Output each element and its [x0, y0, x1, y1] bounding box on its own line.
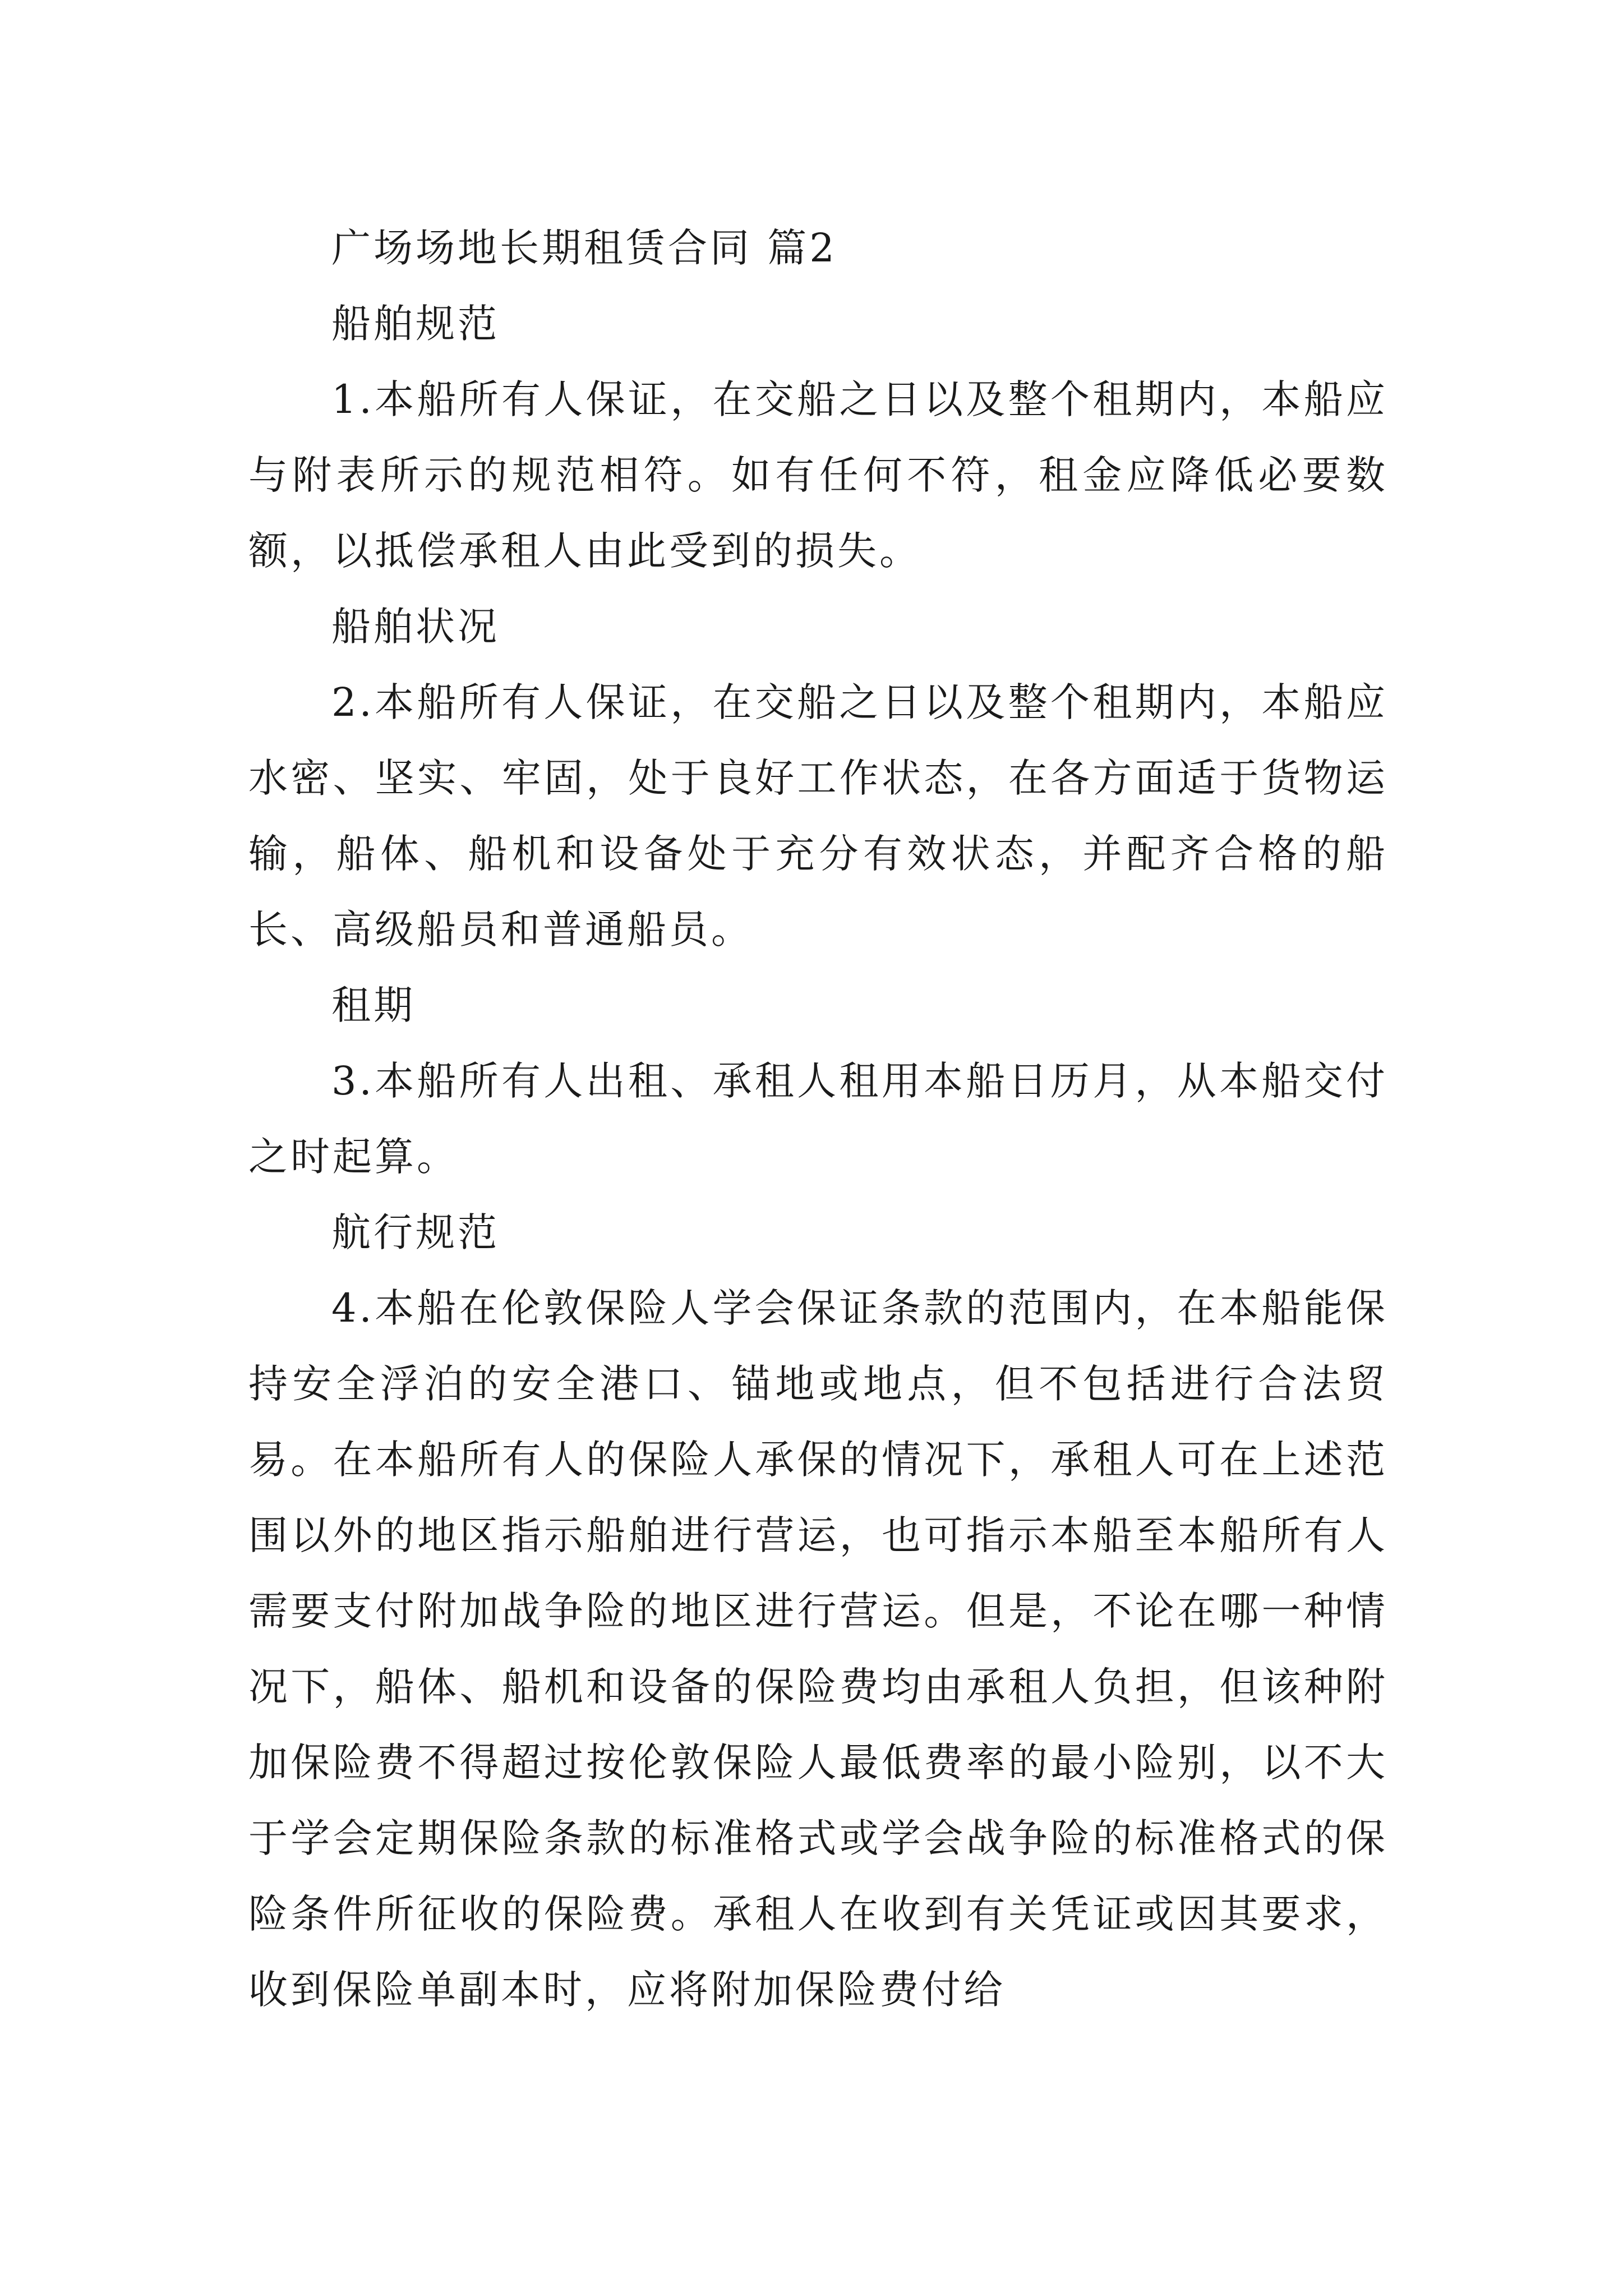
document-body [248, 210, 1388, 2028]
section-heading-navigation-specs: 航行规范 [331, 1209, 500, 1255]
section-heading-ship-specs: 船舶规范 [331, 301, 500, 347]
clause-3-paragraph: 3.本船所有人出租、承租人租用本船日历月，从本船交付之时起算。 [248, 1058, 1388, 1180]
clause-4-paragraph: 4.本船在伦敦保险人学会保证条款的范围内，在本船能保持安全浮泊的安全港口、锚地或地点，但不包括进行合法贸易。在本船所有人的保险人承保的情况下，承租人可在上述范围以外的地区指示船舶进行营运，也可指示本船至本船所有人需要支付附加战争险的地区进行营运。但是，不论在哪一种情况下，船体、船机和设备的保险费均由承租人负担，但该种附加保险费不得超过按伦敦保险人最低费率的最小险别，以不大于学会定期保险条款的标准格式或学会战争险的标准格式的保险条件所征收的保险费。承租人在收到有关凭证或因其要求，收到保险单副本时，应将附加保险费付给 [248, 1285, 1388, 2013]
section-heading-charter-period: 租期 [331, 982, 416, 1028]
clause-1-paragraph: 1.本船所有人保证，在交船之日以及整个租期内，本船应与附表所示的规范相符。如有任何不符，租金应降低必要数额，以抵偿承租人由此受到的损失。 [248, 376, 1388, 574]
section-heading-ship-condition: 船舶状况 [331, 604, 500, 650]
clause-2-paragraph: 2.本船所有人保证，在交船之日以及整个租期内，本船应水密、坚实、牢固，处于良好工作状态，在各方面适于货物运输，船体、船机和设备处于充分有效状态，并配齐合格的船长、高级船员和普通船员。 [248, 679, 1388, 953]
document-title: 广场场地长期租赁合同 篇2 [331, 225, 837, 271]
